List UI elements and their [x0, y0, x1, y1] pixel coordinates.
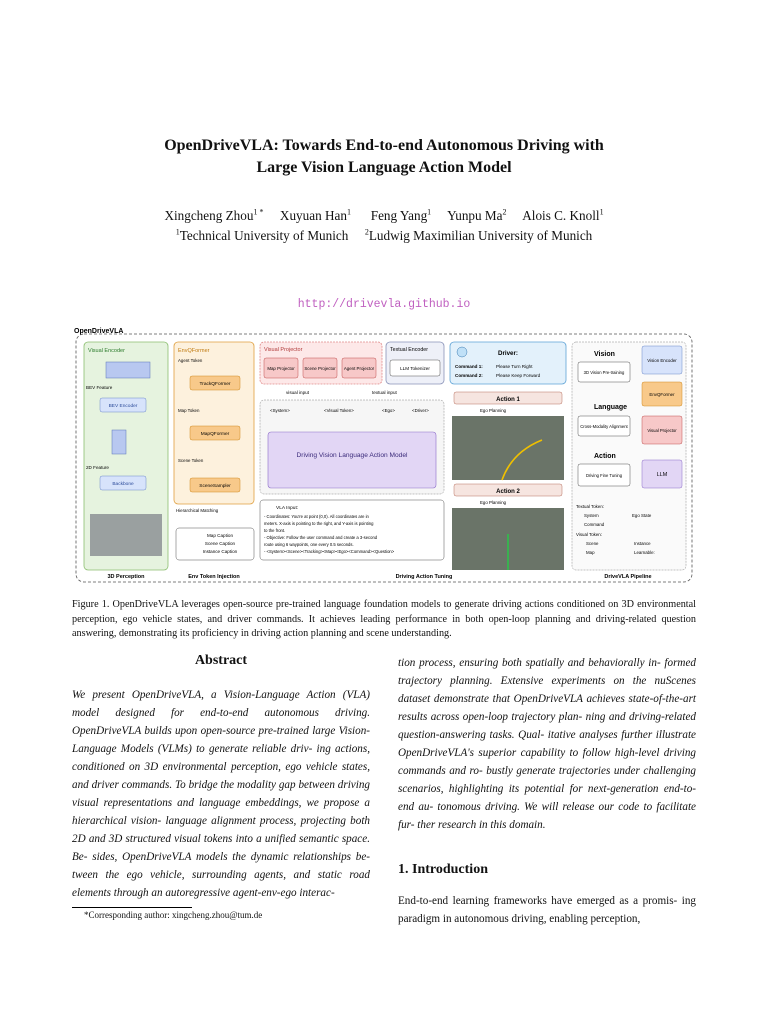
fig-scenesampler: SceneSampler [199, 484, 231, 489]
intro-heading: 1. Introduction [398, 862, 488, 877]
fig-textual-token: Textual Token: [576, 504, 604, 509]
steering-wheel-icon [457, 347, 467, 357]
title-line-1: OpenDriveVLA: Towards End-to-end Autonomous Driving with [164, 137, 604, 154]
paper-title [0, 135, 768, 179]
fig-label: OpenDriveVLA [74, 328, 124, 335]
footnote-rule [72, 907, 192, 908]
fig-trackqformer: TrackQFormer [199, 382, 231, 387]
author-2: Xuyuan Han$^1$ [279, 207, 351, 223]
fig-visual-input: visual input [286, 390, 309, 395]
fig-scene-projector: Scene Projector [304, 366, 336, 371]
fig-token-ego: <Ego> [382, 408, 395, 413]
fig-llm-tokenizer: LLM Tokenizer [400, 366, 430, 371]
fig-map-token: Map Token [178, 408, 200, 413]
fig-map-caption: Map Caption [206, 533, 234, 538]
fig-bottom-pipeline: DriveVLA Pipeline [604, 574, 652, 580]
fig-textual-encoder: Textual Encoder [390, 347, 428, 353]
project-url[interactable]: http://drivevla.github.io [297, 298, 471, 311]
figure-1-diagram [72, 322, 696, 584]
fig-legend-learnable: Learnable: [634, 550, 655, 555]
affiliations [0, 226, 768, 246]
fig-cross-modality: Cross-Modality Alignment [580, 424, 628, 429]
fig-vla-line-6: - <System><Scene><Tracking><Map><Ego><Command><Question> [264, 549, 395, 554]
author-5: Alois C. Knoll$^1$ [522, 207, 604, 223]
driving-scene-image-1 [452, 416, 564, 480]
fig-vla-line-4: - Objective: Follow the user command and create a 3-second [264, 535, 378, 540]
fig-pipeline-envqformer: EnvQFormer [649, 392, 675, 397]
fig-mapqformer: MapQFormer [200, 432, 230, 437]
fig-ego-planning-1: Ego Planning [480, 408, 507, 413]
fig-scene-token: Scene Token [178, 458, 204, 463]
author-1: Xingcheng Zhou$^{1 *}$ [164, 207, 264, 223]
fig-envqformer: EnvQFormer [178, 348, 210, 354]
fig-action1: Action 1 [496, 397, 520, 403]
footnote: *Corresponding author: xingcheng.zhou@tum.de [84, 910, 263, 920]
fig-vla-line-2: meters. X-axis is pointing to the right, and Y-axis is pointing [264, 521, 374, 526]
fig-action2: Action 2 [496, 489, 520, 495]
fig-dvla-model-line: Driving Vision Language Action Model [296, 452, 408, 459]
fig-hier-matching: Hierarchical Matching [176, 508, 219, 513]
fig-command2-text: Please Keep Forward [496, 373, 541, 378]
fig-legend-system: System [584, 513, 599, 518]
fig-token-driver: <Driver> [412, 408, 429, 413]
abstract-left-column [72, 686, 370, 902]
fig-command1-text: Please Turn Right [496, 364, 533, 369]
fig-vla-line-5: route using 6 waypoints, one every 0.5 seconds. [264, 542, 354, 547]
fig-visual-token: Visual Token: [576, 532, 602, 537]
feature-2d-stack-icon [112, 430, 126, 454]
fig-vla-input-title: VLA Input: [276, 506, 299, 511]
author-4: Yunpu Ma$^2$ [447, 207, 507, 223]
fig-driver-title: Driver: [498, 350, 518, 357]
fig-token-visual: <Visual Token> [324, 408, 354, 413]
affiliation-2: $^2$Ludwig Maximilian University of Munich [364, 227, 593, 243]
fig-action: Action [594, 453, 616, 460]
fig-vla-line-1: - Coordinates: You're at point (0,0). All coordinates are in [264, 514, 369, 519]
fig-vla-line-3: to the front. [264, 528, 286, 533]
fig-bottom-3d: 3D Perception [107, 574, 145, 580]
author-3: Feng Yang$^1$ [370, 207, 432, 223]
fig-llm: LLM [656, 472, 668, 478]
fig-visual-projector: Visual Projector [264, 347, 303, 353]
fig-scene-caption: Scene Caption [204, 541, 236, 546]
fig-legend-instance: Instance [634, 541, 651, 546]
fig-agent-token: Agent Token [178, 358, 203, 363]
abstract-left-text: We present OpenDriveVLA, a Vision-Language Action (VLA) model designed for end-to-end autonomous driving. OpenDriveVLA builds upon open-source pre-trained large Vision-Language Models (VLMs) to generate reliable driv- ing actions, conditioned on 3D environmental perception, ego vehicle states, and driver commands. To bridge the modality gap between driving visual representations and language embeddings, we propose a hierarchical vision- language alignment process, projecting both 2D and 3D structured visual tokens into a unified semantic space. Be- sides, OpenDriveVLA models the dynamic relationships be- tween the ego vehicle, surrounding agents, and static road elements through an autoregressive agent-env-ego interac- [72, 689, 371, 899]
author-names [0, 206, 768, 226]
fig-legend-command: Command [584, 522, 605, 527]
abstract-right-column [398, 654, 696, 834]
fig-token-system: <System> [270, 408, 290, 413]
fig-bev-encoder: BEV Encoder [108, 404, 138, 409]
fig-instance-caption: Instance Caption [202, 549, 238, 554]
author-block [0, 206, 768, 246]
dvla-model-box [268, 432, 436, 488]
fig-command1-label: Command 1: [455, 364, 483, 369]
bev-grid-icon [106, 362, 150, 378]
intro-text: End-to-end learning frameworks have emerged as a promis- ing paradigm in autonomous driving, enabling perception, [398, 895, 696, 925]
fig-legend-map: Map [586, 550, 595, 555]
fig-bottom-env: Env Token Injection [188, 574, 240, 580]
fig-vision-pretrain: 3D Vision Pre-training [583, 370, 625, 375]
fig-bottom-tuning: Driving Action Tuning [395, 574, 453, 580]
fig-map-projector: Map Projector [267, 366, 295, 371]
title-line-2: Large Vision Language Action Model [256, 159, 512, 176]
fig-command2-label: Command 2: [455, 373, 483, 378]
fig-visual-encoder: Visual Encoder [88, 348, 125, 354]
fig-bev-feature: BEV Feature [86, 385, 113, 390]
fig-ego-planning-2: Ego Planning [480, 500, 507, 505]
fig-textual-input: textual input [372, 390, 397, 395]
fig-vision: Vision [594, 351, 615, 358]
affiliation-1: $^1$Technical University of Munich [175, 227, 349, 243]
figure-caption: Figure 1. OpenDriveVLA leverages open-source pre-trained language foundation models to generate driving actions conditioned on 3D environmental perception, ego vehicle states, and driver commands. It achieves leading performance in both open-loop planning and driving-related question answering, demonstrating its proficiency in driving action planning and scene understanding. [72, 599, 696, 639]
abstract-right-text: tion process, ensuring both spatially and behaviorally in- formed trajectory planning. Extensive experiments on the nuScenes dataset demonstrate that OpenDriveVLA achieves state-of-the-art results across open-loop trajectory plan- ning and driving-related question-answering tasks. Qual- itative analyses further illustrate OpenDriveVLA's superior capability to follow high-level driving commands and ro- bustly generate trajectories under challenging scenarios, highlighting its potential for next-generation end-to-end au- tonomous driving. We will release our code to facilitate fur- ther research in this domain. [398, 657, 696, 831]
fig-driving-fine-tuning: Driving Fine Tuning [585, 473, 623, 478]
fig-vision-encoder: Vision Encoder [647, 358, 677, 363]
fig-backbone: Backbone [112, 482, 134, 487]
fig-2d-feature: 2D Feature [86, 465, 109, 470]
abstract-heading: Abstract [194, 653, 248, 668]
fig-legend-scene: Scene [586, 541, 599, 546]
fig-agent-projector: Agent Projector [343, 366, 375, 371]
camera-images [90, 514, 162, 556]
fig-pipeline-visual-projector: Visual Projector [647, 428, 677, 433]
fig-language: Language [594, 404, 628, 411]
fig-legend-ego-state: Ego State [632, 513, 652, 518]
